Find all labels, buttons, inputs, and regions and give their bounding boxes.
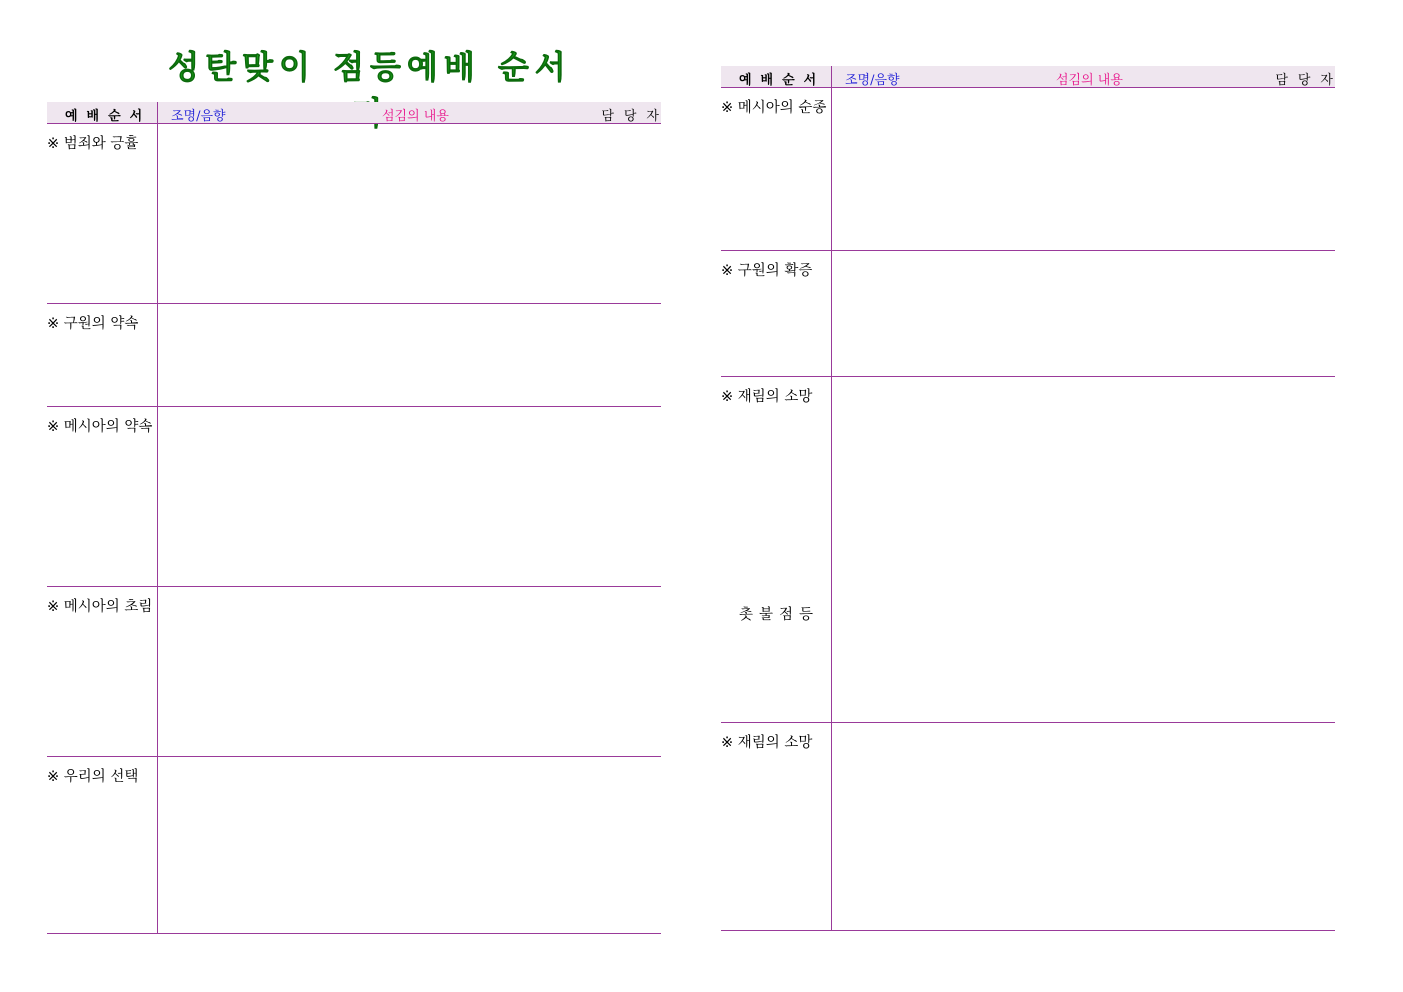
program-section <box>47 587 661 757</box>
column-divider <box>157 407 158 586</box>
section-title: ※ 메시아의 순종 <box>721 100 827 116</box>
column-divider <box>157 304 158 406</box>
header-order: 예배순서 <box>65 109 152 124</box>
column-divider <box>831 88 832 250</box>
table-header <box>721 66 1343 88</box>
section-title: ※ 메시아의 초림 <box>47 599 153 615</box>
section-title: ※ 재림의 소망 <box>721 389 813 405</box>
header-person: 담당자 <box>1275 73 1343 88</box>
header-light: 조명/음향 <box>845 73 900 88</box>
section-title: ※ 메시아의 약속 <box>47 419 153 435</box>
section-title: ※ 범죄와 긍휼 <box>47 136 139 152</box>
program-section <box>721 723 1335 931</box>
section-title: ※ 구원의 확증 <box>721 263 813 279</box>
program-section <box>47 757 661 934</box>
program-section <box>47 304 661 407</box>
column-divider <box>157 124 158 303</box>
header-light: 조명/음향 <box>171 109 226 124</box>
program-section <box>721 88 1335 251</box>
header-content: 섬김의 내용 <box>382 109 449 124</box>
section-title: ※ 재림의 소망 <box>721 735 813 751</box>
column-divider <box>831 723 832 930</box>
column-divider <box>831 377 832 722</box>
header-content: 섬김의 내용 <box>1056 73 1123 88</box>
column-divider <box>157 757 158 933</box>
header-order: 예배순서 <box>739 73 826 88</box>
candle-title: 촛불점등 <box>739 607 820 623</box>
table-header <box>47 102 669 124</box>
header-person: 담당자 <box>601 109 669 124</box>
program-section <box>47 124 661 304</box>
column-divider <box>157 587 158 756</box>
column-divider <box>831 251 832 376</box>
column-divider <box>831 66 832 87</box>
section-title: ※ 구원의 약속 <box>47 316 139 332</box>
program-section <box>721 251 1335 377</box>
program-section <box>721 377 1335 723</box>
section-title: ※ 우리의 선택 <box>47 769 139 785</box>
program-section <box>47 407 661 587</box>
column-divider <box>157 102 158 123</box>
page-title: 성탄맞이 점등예배 순서 <box>168 48 572 86</box>
left-program-panel <box>47 102 669 934</box>
right-program-panel <box>721 66 1343 931</box>
